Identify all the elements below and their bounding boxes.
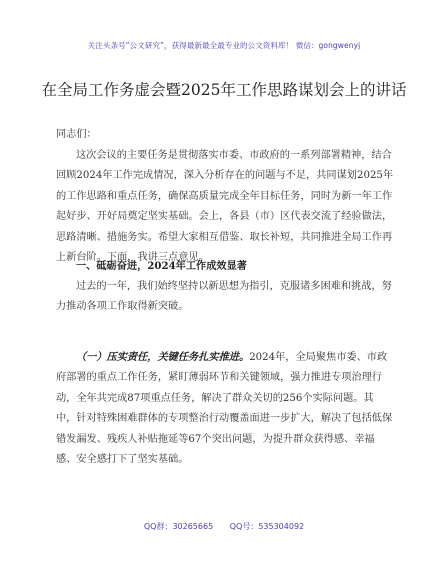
paragraph-intro: 这次会议的主要任务是贯彻落实市委、市政府的一系列部署精神，结合回顾2024年工作完成情况，深入分析存在的问题与不足，共同谋划2025年的工作思路和重点任务，确保高质量完成全年目标任务，同时为新一年工作起好步、开好局奠定坚实基础。会上，各县（市）区代表交流了经验做法，思路清晰、措施务实。希望大家相互借鉴、取长补短，共同推进全局工作再上新台阶。下面，我讲三点意见。 — [56, 150, 394, 264]
page-title: 在全局工作务虚会暨2025年工作思路谋划会上的讲话 — [41, 81, 407, 99]
paragraph-lead: （一）压实责任，关键任务扎实推进。 — [76, 351, 250, 363]
paragraph-body: 2024年，全局聚焦市委、市政府部署的重点工作任务，紧盯薄弱环节和关键领域，强力推进专项治理行动，全年共完成87项重点任务，解决了群众关切的256个实际问题。其中，针对特殊困难群体的专项整治行动覆盖面进一步扩大，解决了包括低保错发漏发、残疾人补贴拖延等67个突出问题，为提升群众获得感、幸福感、安全感打下了坚实基础。 — [56, 352, 393, 466]
qq-number-label: QQ号：535304092 — [229, 522, 305, 531]
footer-contact — [0, 521, 448, 532]
qq-group-label: QQ群：30265665 — [143, 522, 214, 531]
paragraph-review: 过去的一年，我们始终坚持以新思想为指引，克服诸多困难和挑战，努力推动各项工作取得新突破。 — [56, 281, 392, 313]
section-heading-1: 一、砥砺奋进，2024年工作成效显著 — [76, 260, 247, 272]
paragraph-responsibility — [56, 347, 394, 470]
header-banner: 关注头条号“公文研究”，获得最新最全最专业的公文资料库！ 微信：gongwenyj — [87, 41, 361, 50]
salutation: 同志们： — [56, 129, 97, 140]
